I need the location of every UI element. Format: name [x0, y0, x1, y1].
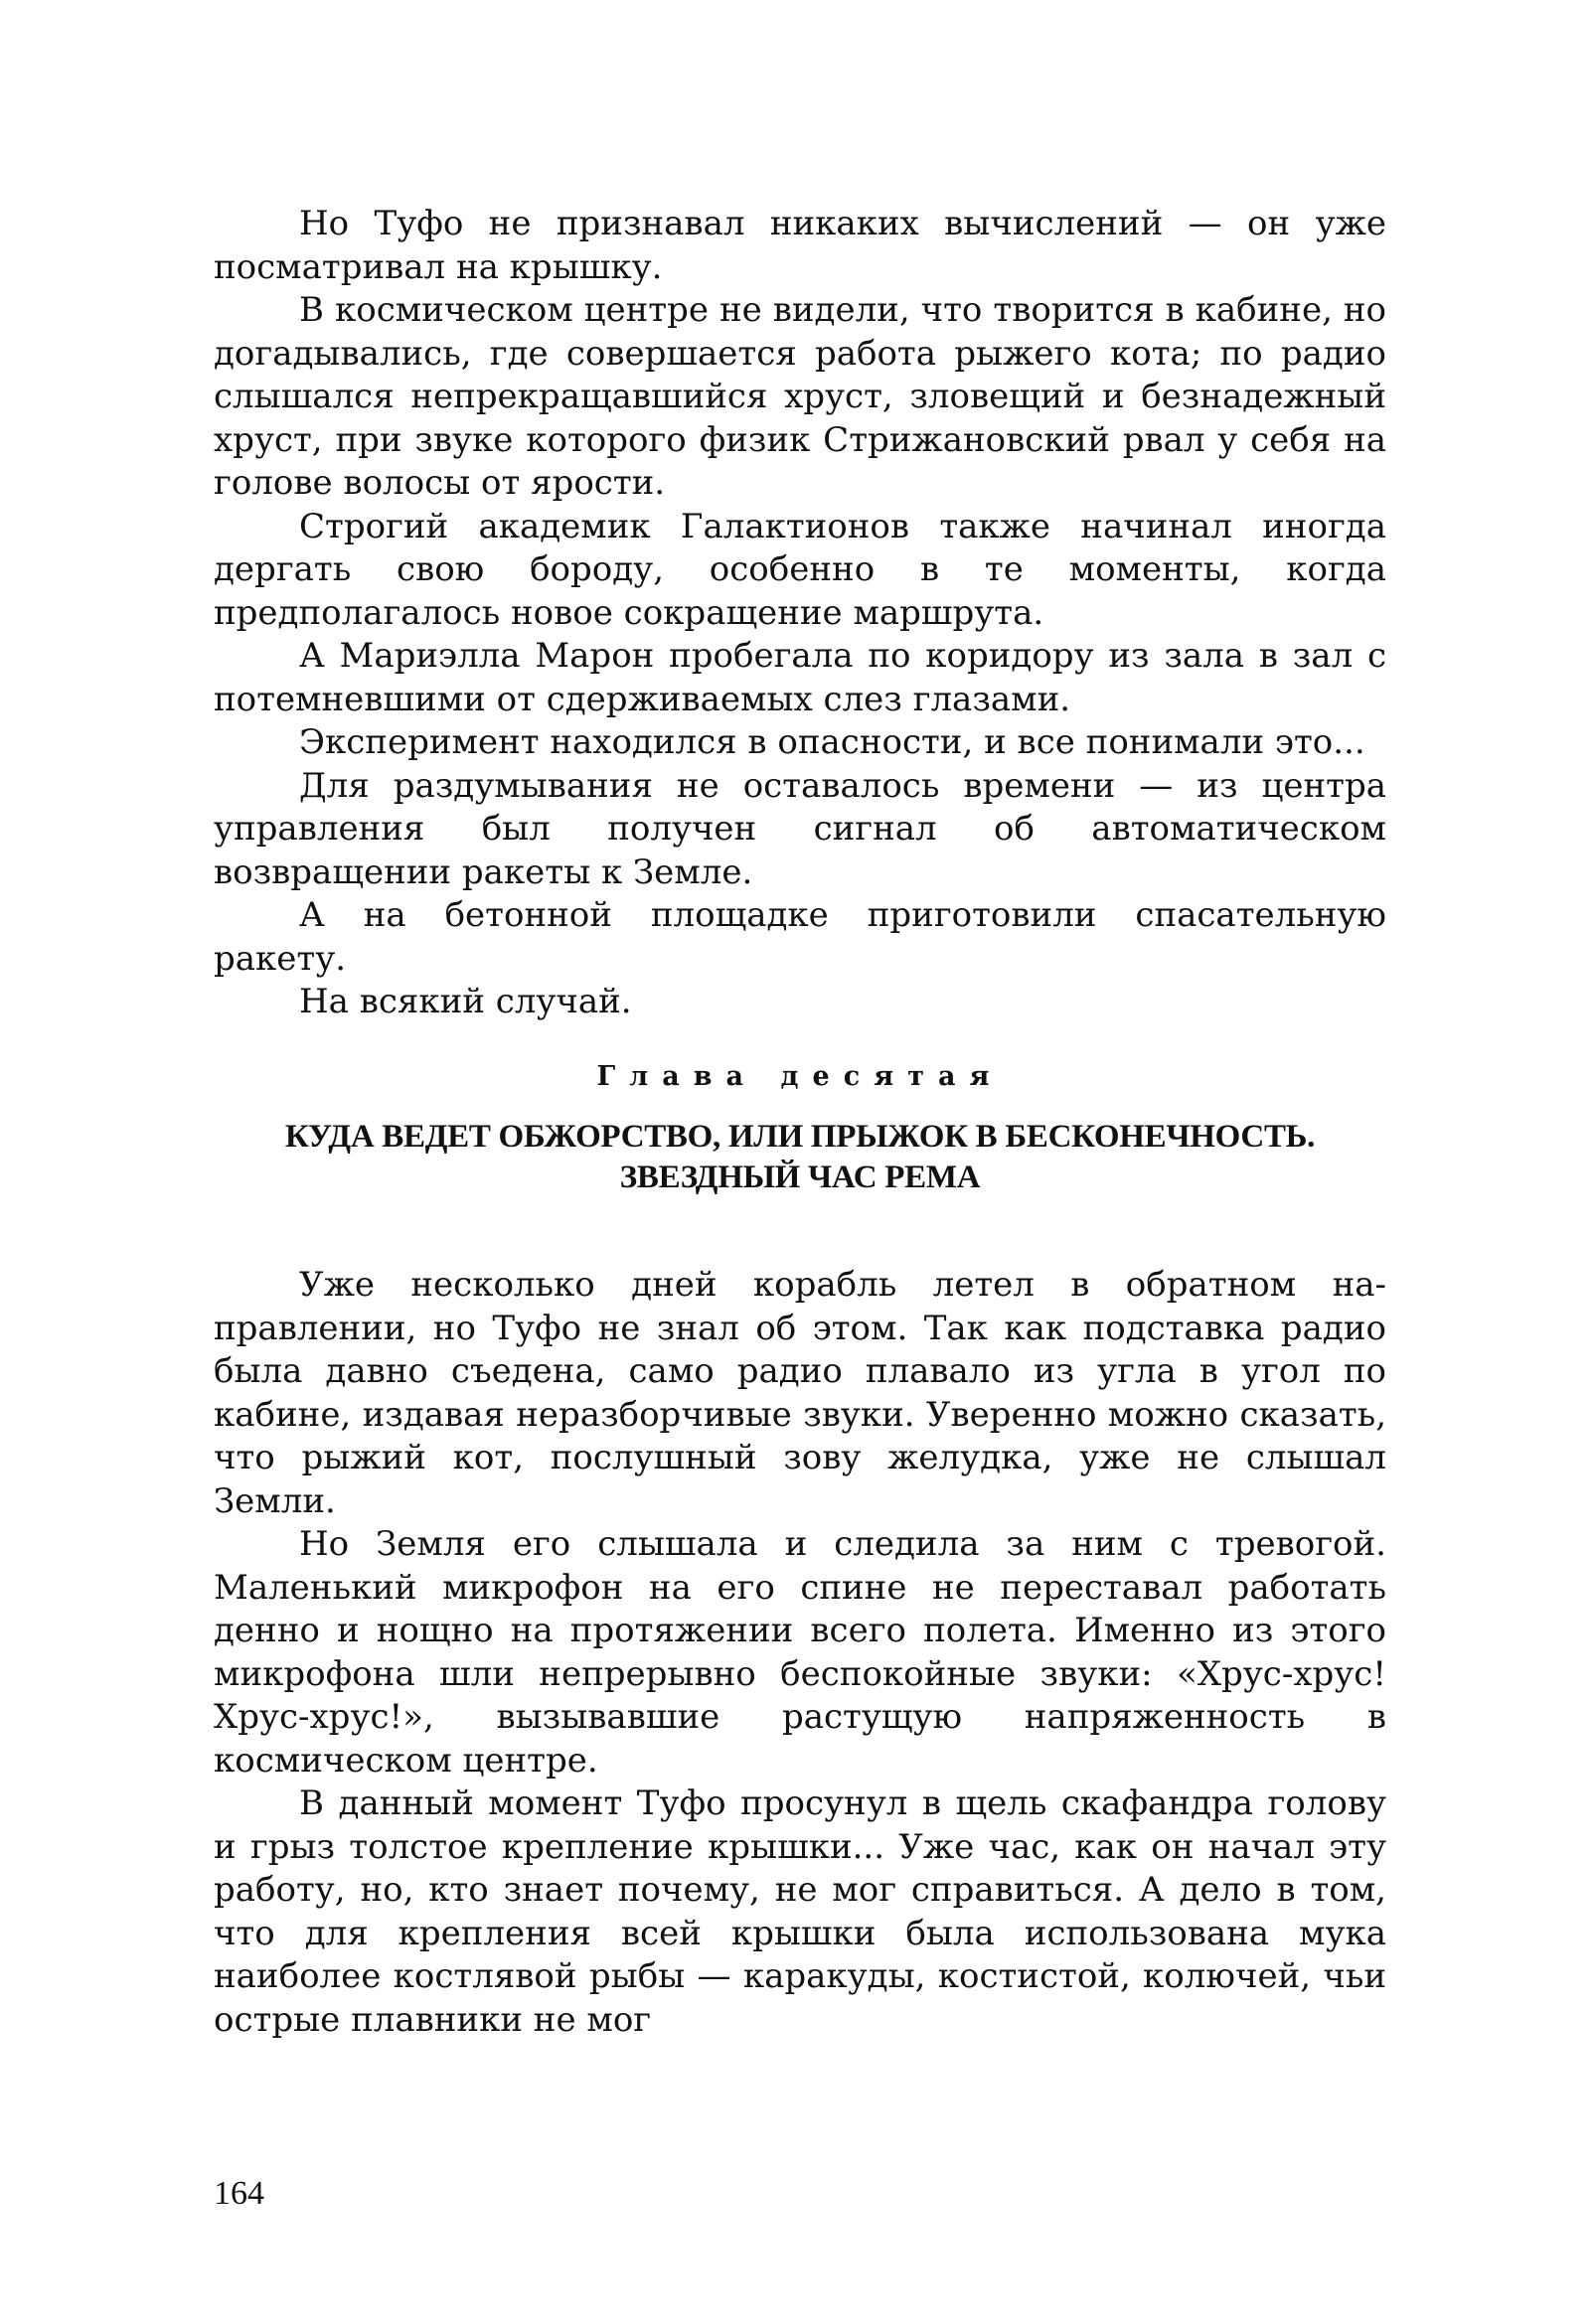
page-number: 164 — [214, 2175, 264, 2212]
chapter-title — [214, 1117, 1386, 1198]
paragraph: Строгий академик Галактионов также начинал иногда дергать свою бороду, особенно в те моменты, когда предполагалось новое сокращение маршрута. — [214, 506, 1386, 633]
chapter-title-line: КУДА ВЕДЕТ ОБЖОРСТВО, ИЛИ ПРЫЖОК В БЕСКОНЕЧНОСТЬ. — [284, 1119, 1316, 1155]
paragraph: На всякий случай. — [299, 982, 632, 1021]
chapter-title-line: ЗВЕЗДНЫЙ ЧАС РЕМА — [619, 1160, 981, 1195]
paragraph: А Мариэлла Марон пробегала по коридору из зала в зал с потемневшими от сдерживаемых слез глазами. — [214, 636, 1386, 719]
text-block-after-chapter — [214, 1264, 1386, 2042]
chapter-label: Глава десятая — [596, 1061, 1004, 1092]
paragraph: А на бетонной площадке приготовили спасательную ракету. — [214, 895, 1386, 979]
paragraph: Уже несколько дней корабль летел в обратном направлении, но Туфо не знал об этом. Так как подставка радио была давно съедена, само радио плавало из угла в угол по кабине, издавая неразборчивые звуки. Уверенно можно сказать, что рыжий кот, послушный зову желудка, уже не слышал Земли. — [214, 1265, 1386, 1521]
paragraph: Но Земля его слышала и следила за ним с тревогой. Маленький микрофон на его спине не переставал работать денно и нощно на протяжении всего полета. Именно из этого микрофона шли непрерывно беспокойные звуки: «Хрус-хрус! Хрус-хрус!», вызывавшие растущую напряженность в космическом центре. — [214, 1524, 1386, 1781]
paragraph: Но Туфо не признавал никаких вычислений — он уже посматривал на крышку. — [214, 204, 1386, 287]
paragraph: Для раздумывания не оставалось времени — из центра управления был получен сигнал об автоматическом возвращении ракеты к Земле. — [214, 765, 1386, 892]
paragraph: В данный момент Туфо просунул в щель скафандра голову и грыз толстое крепление крышки... Уже час, как он начал эту работу, но, кто знает почему, не мог справиться. А дело в том, что для крепления всей крышки была использована мука наиболее костлявой рыбы — каракуды, костистой, колючей, чьи острые плавники не мог — [214, 1783, 1386, 2040]
text-block-before-chapter — [214, 203, 1386, 1024]
paragraph: Эксперимент находился в опасности, и все понимали это... — [299, 722, 1365, 762]
paragraph: В космическом центре не видели, что творится в кабине, но догадывались, где совершается работа рыжего кота; по радио слышался непрекращавшийся хруст, зловещий и безнадежный хруст, при звуке которого физик Стрижановский рвал у себя на голове волосы от ярости. — [214, 290, 1386, 503]
